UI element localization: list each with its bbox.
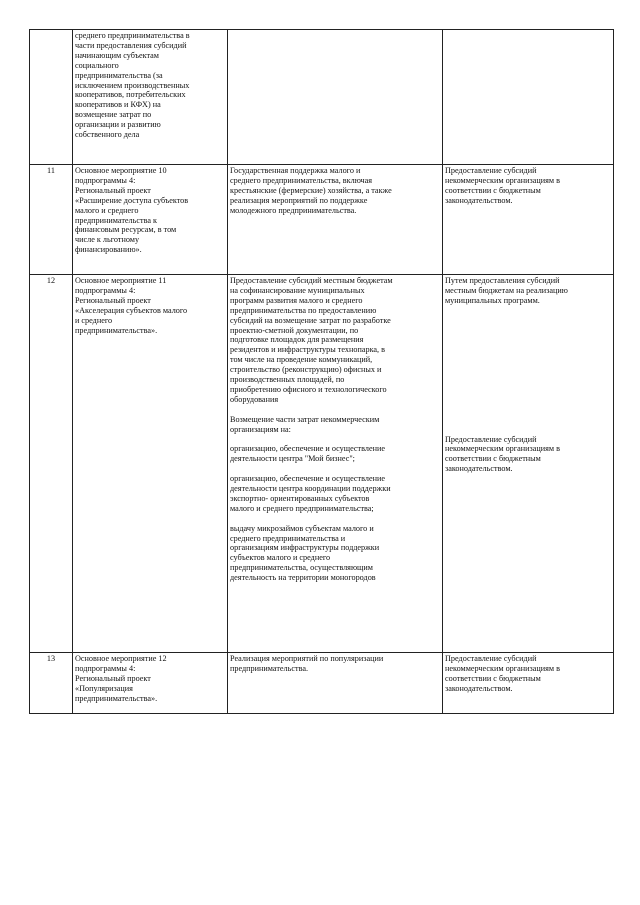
row-number: 12 <box>30 275 73 653</box>
event-text: Основное мероприятие 10 подпрограммы 4: Региональный проект «Расширение доступа субъектов малого и среднего предпринимательства к финансовым ресурсам, в том числе к льготному финансированию». <box>75 166 189 255</box>
row-number: 11 <box>30 165 73 275</box>
measures-table <box>29 29 614 714</box>
content-cell <box>228 30 443 165</box>
mechanism-text: Путем предоставления субсидий местным бюджетам на реализацию муниципальных программ. Предоставление субсидий некоммерческим организациям в соответствии с бюджетным законодательством. <box>445 276 568 474</box>
mechanism-text: Предоставление субсидий некоммерческим организациям в соответствии с бюджетным законодательством. <box>445 166 561 205</box>
mechanism-cell <box>443 30 614 165</box>
event-text: Основное мероприятие 11 подпрограммы 4: Региональный проект «Акселерация субъектов малого и среднего предпринимательства». <box>75 276 188 335</box>
content-cell <box>228 165 443 275</box>
content-text: Реализация мероприятий по популяризации предпринимательства. <box>230 654 384 673</box>
content-cell <box>228 653 443 714</box>
event-text: среднего предпринимательства в части предоставления субсидий начинающим субъектам социального предпринимательства (за исключением производственных кооперативов, потребительских кооперативов и КФХ) на возмещение затрат по организации и развитию собственного дела <box>75 31 190 140</box>
content-text: Предоставление субсидий местным бюджетам на софинансирование муниципальных программ развития малого и среднего предпринимательства по предоставлению субсидий на возмещение затрат по разработке проектно-сметной документации, по подготовке площадок для размещения резидентов и инфраструктуры технопарка, в том числе на проведение коммуникаций, строительство (реконструкцию) офисных и производственных площадей, по приобретению офисного и технологического оборудования Возмещение части затрат некоммерческим организациям на: организацию, обеспечение и осуществление деятельности центра "Мой бизнес"; организацию, обеспечение и осуществление деятельности центра координации поддержки экспортно- ориентированных субъектов малого и среднего предпринимательства; выдачу микрозаймов субъектам малого и среднего предпринимательства и организациям инфраструктуры поддержки субъектов малого и среднего предпринимательства, осуществляющим деятельность на территории моногородов <box>230 276 393 583</box>
mechanism-text: Предоставление субсидий некоммерческим организациям в соответствии с бюджетным законодательством. <box>445 654 561 693</box>
mechanism-cell <box>443 653 614 714</box>
row-number <box>30 30 73 165</box>
table-row <box>30 165 614 275</box>
event-cell <box>73 165 228 275</box>
row-number: 13 <box>30 653 73 714</box>
event-text: Основное мероприятие 12 подпрограммы 4: Региональный проект «Популяризация предпринимательства». <box>75 654 167 703</box>
event-cell <box>73 653 228 714</box>
content-text: Государственная поддержка малого и среднего предпринимательства, включая крестьянские (фермерские) хозяйства, а также реализация мероприятий по поддержке молодежного предпринимательства. <box>230 166 392 215</box>
table-row <box>30 30 614 165</box>
event-cell <box>73 30 228 165</box>
event-cell <box>73 275 228 653</box>
mechanism-cell <box>443 165 614 275</box>
content-cell <box>228 275 443 653</box>
table-row <box>30 275 614 653</box>
table-row <box>30 653 614 714</box>
mechanism-cell <box>443 275 614 653</box>
